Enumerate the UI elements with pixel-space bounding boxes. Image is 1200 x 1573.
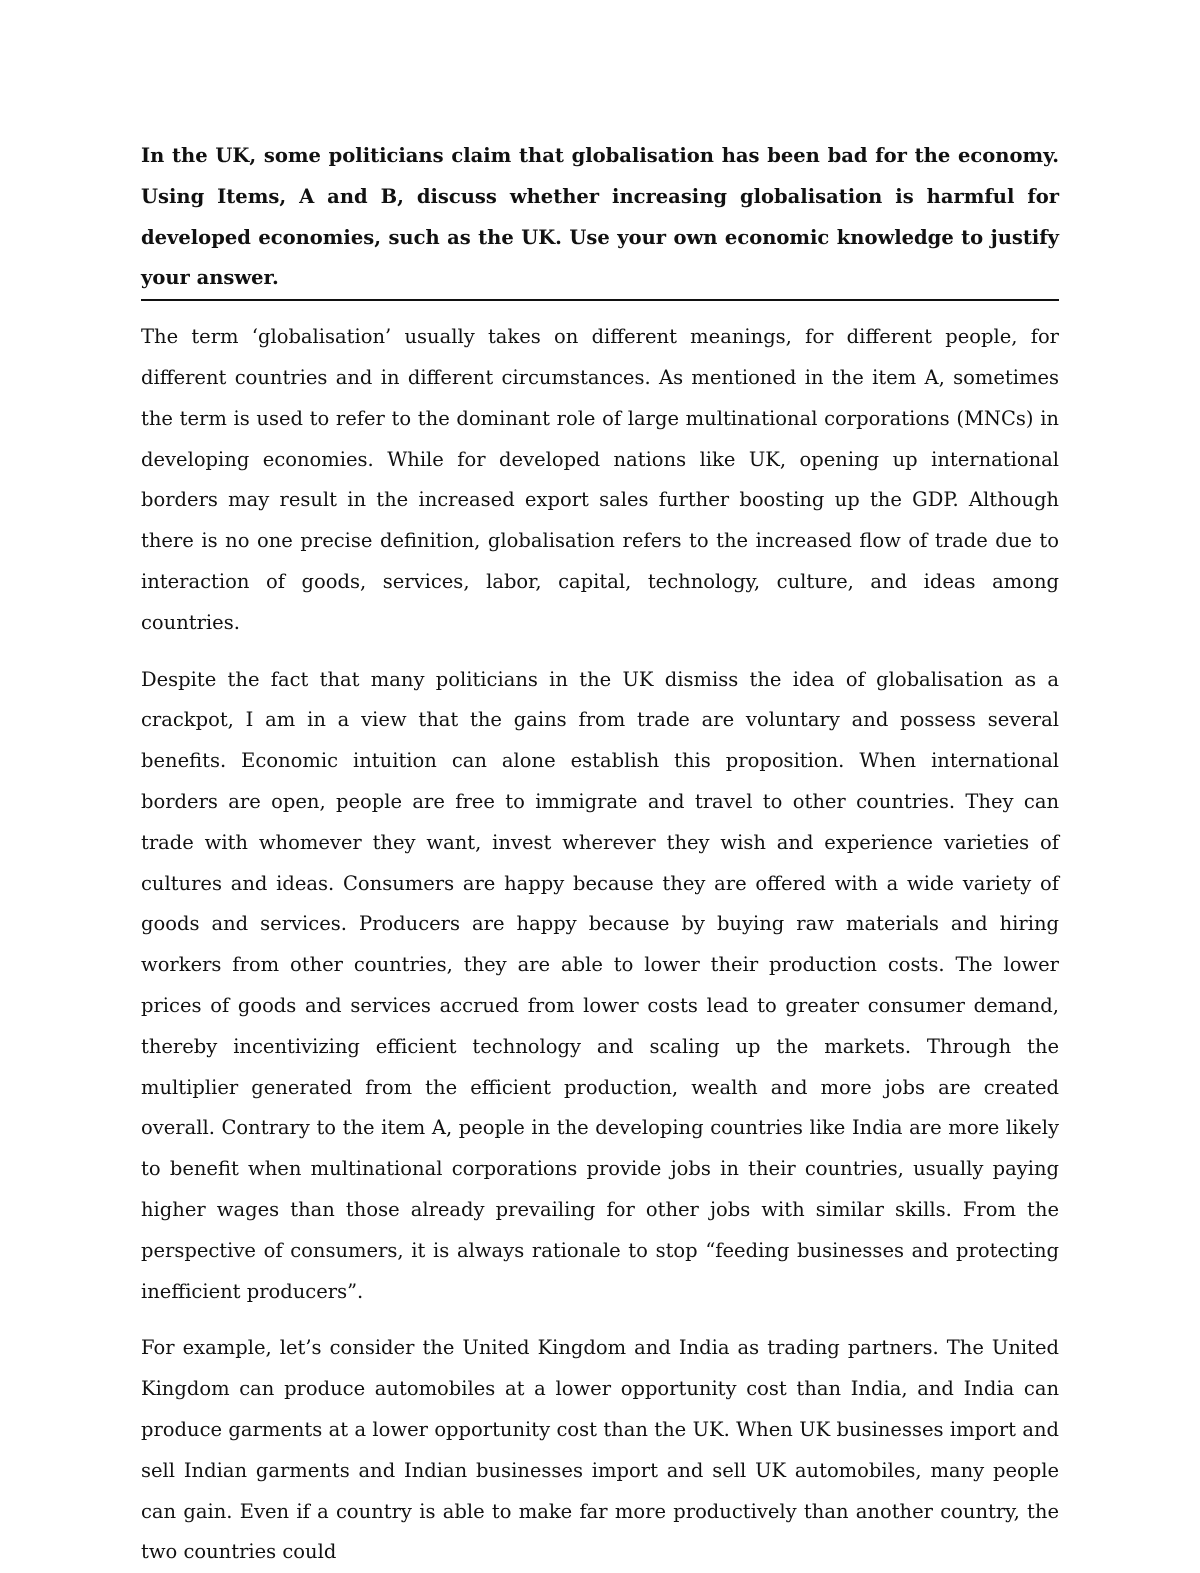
paragraph-2: Despite the fact that many politicians in the UK dismiss the idea of globalisation as a crackpot, I am in a view that the gains from trade are voluntary and possess several benefits. Economic intuition can alone establish this proposition. When international borders are open, people are free to immigrate and travel to other countries. They can trade with whomever they want, invest wherever they wish and experience varieties of cultures and ideas. Consumers are happy because they are offered with a wide variety of goods and services. Producers are happy because by buying raw materials and hiring workers from other countries, they are able to lower their production costs. The lower prices of goods and services accrued from lower costs lead to greater consumer demand, thereby incentivizing efficient technology and scaling up the markets. Through the multiplier generated from the efficient production, wealth and more jobs are created overall. Contrary to the item A, people in the developing countries like India are more likely to benefit when multinational corporations provide jobs in their countries, usually paying higher wages than those already prevailing for other jobs with similar skills. From the perspective of consumers, it is always rationale to stop “feeding businesses and protecting inefficient producers”.	[141, 667, 1059, 1303]
paragraph-3: For example, let’s consider the United Kingdom and India as trading partners. The United Kingdom can produce automobiles at a lower opportunity cost than India, and India can produce garments at a lower opportunity cost than the UK. When UK businesses import and sell Indian garments and Indian businesses import and sell UK automobiles, many people can gain. Even if a country is able to make far more productively than another country, the two countries could	[141, 1336, 1059, 1564]
paragraph-1: The term ‘globalisation’ usually takes on different meanings, for different people, for different countries and in different circumstances. As mentioned in the item A, sometimes the term is used to refer to the dominant role of large multinational corporations (MNCs) in developing economies. While for developed nations like UK, opening up international borders may result in the increased export sales further boosting up the GDP. Although there is no one precise definition, globalisation refers to the increased flow of trade due to interaction of goods, services, labor, capital, technology, culture, and ideas among countries.	[141, 325, 1059, 634]
essay-question: In the UK, some politicians claim that globalisation has been bad for the economy. Using Items, A and B, discuss whether increasing globalisation is harmful for developed economies, such as the UK. Use your own economic knowledge to justify your answer.	[141, 136, 1059, 301]
document-body	[141, 136, 1059, 1573]
